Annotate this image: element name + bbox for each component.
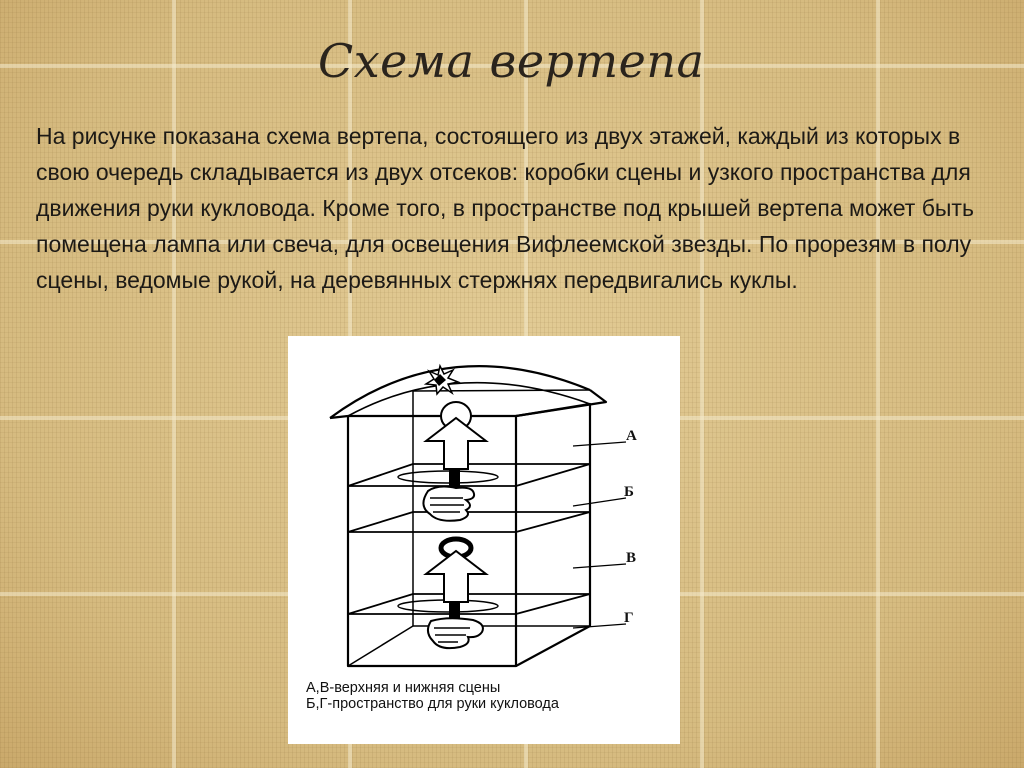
vertep-diagram bbox=[288, 336, 680, 744]
label-g: Г bbox=[624, 610, 634, 626]
label-a: А bbox=[626, 428, 637, 444]
slide-title: Схема вертепа bbox=[318, 34, 705, 88]
caption-scenes: А,В-верхняя и нижняя сцены bbox=[306, 680, 501, 696]
label-v: В bbox=[626, 550, 637, 566]
floor-upper-hand bbox=[348, 512, 590, 532]
label-b: Б bbox=[624, 484, 634, 500]
upper-doll-icon bbox=[423, 402, 486, 521]
description-paragraph: На рисунке показана схема вертепа, состоящего из двух этажей, каждый из которых в свою очередь складывается из двух отсеков: коробки сцены и узкого пространства для движения руки кукловода. Кроме того, в пространстве под крышей вертепа может быть помещена лампа или свеча, для освещения Вифлеемской звезды. По прорезям в полу сцены, ведомые рукой, на деревянных стержнях передвигались куклы. bbox=[36, 123, 974, 293]
caption-hand-space: Б,Г-пространство для руки кукловода bbox=[306, 696, 559, 712]
